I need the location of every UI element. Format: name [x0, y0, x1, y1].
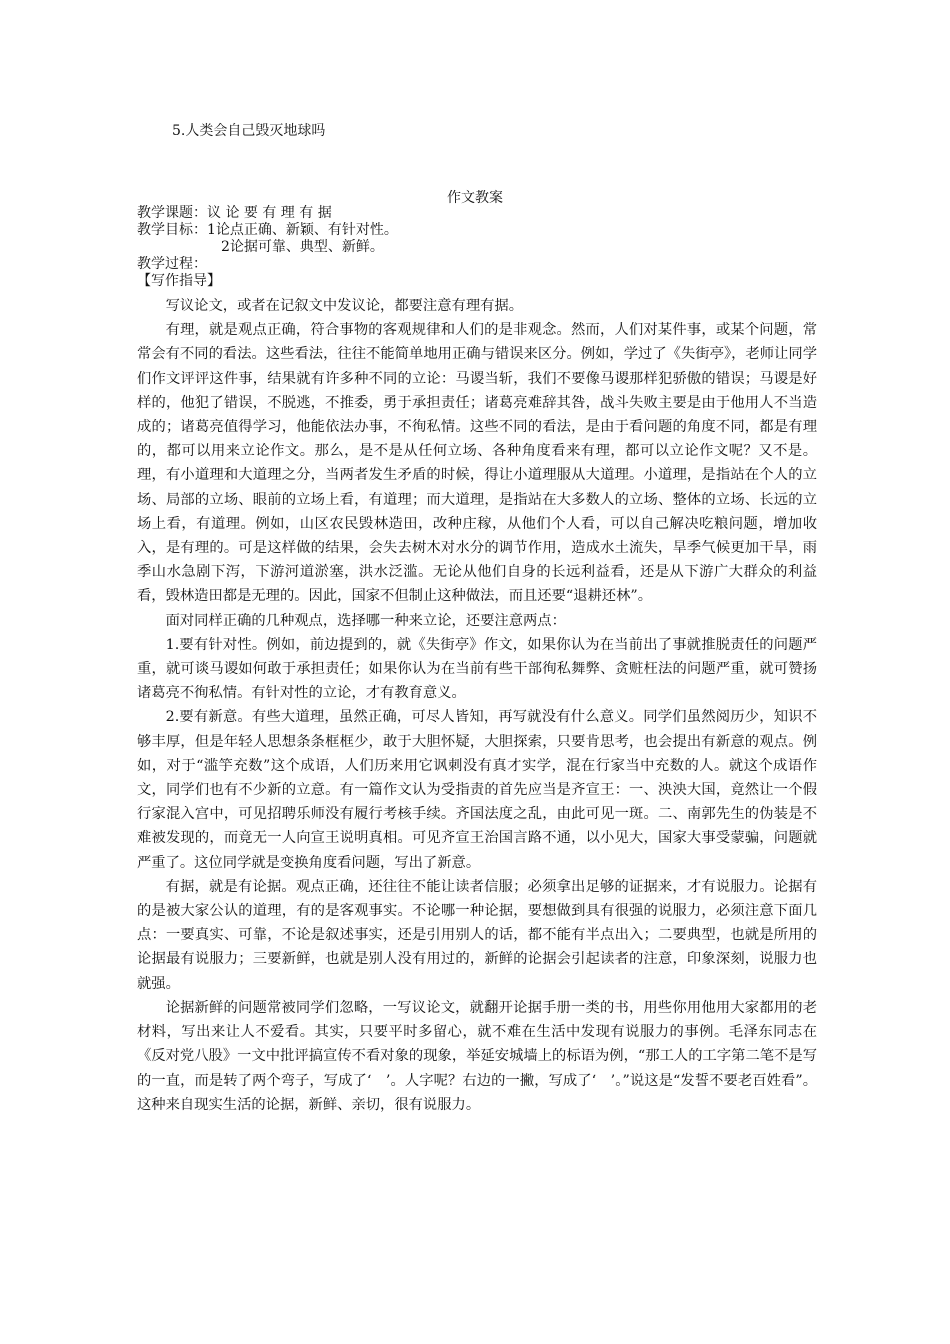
- paragraph: 1.要有针对性。例如，前边提到的，就《失街亭》作文，如果你认为在当前出了事就推脱责任的问题严重，就可谈马谡如何敢于承担责任；如果你认为在当前有些干部徇私舞弊、贪赃枉法的问题严重，就可赞扬诸葛亮不徇私情。有针对性的立论，才有教育意义。: [137, 636, 817, 702]
- paragraph: 论据新鲜的问题常被同学们忽略，一写议论文，就翻开论据手册一类的书，用些你用他用大家都用的老材料，写出来让人不爱看。其实，只要平时多留心，就不难在生活中发现有说服力的事例。毛泽东同志在《反对党八股》一文中批评搞宣传不看对象的现象，举延安城墙上的标语为例，“那工人的工字第二笔不是写的一直，而是转了两个弯子，写成了‘ ’。人字呢？右边的一撇，写成了‘ ’。”说这是“发誓不要老百姓看”。这种来自现实生活的论据，新鲜、亲切，很有说服力。: [137, 999, 817, 1113]
- goal-row: [137, 222, 398, 239]
- process-label: 教学过程：: [137, 256, 207, 272]
- goal-item-2: 2论据可靠、典型、新鲜。: [221, 239, 384, 255]
- paragraph: 有据，就是有论据。观点正确，还往往不能让读者信服；必须拿出足够的证据来，才有说服力。论据有的是被大家公认的道理，有的是客观事实。不论哪一种论据，要想做到具有很强的说服力，必须注意下面几点：一要真实、可靠，不论是叙述事实，还是引用别人的话，都不能有半点出入；二要典型，也就是所用的论据最有说服力；三要新鲜，也就是别人没有用过的，新鲜的论据会引起读者的注意，印象深刻，说服力也就强。: [137, 878, 817, 992]
- paragraph: 2.要有新意。有些大道理，虽然正确，可尽人皆知，再写就没有什么意义。同学们虽然阅历少，知识不够丰厚，但是年轻人思想条条框框少，敢于大胆怀疑，大胆探索，只要肯思考，也会提出有新意的观点。例如，对于“滥竽充数”这个成语，人们历来用它讽刺没有真才实学，混在行家当中充数的人。就这个成语作文，同学们也有不少新的立意。有一篇作文认为受指责的首先应当是齐宣王：一、泱泱大国，竟然让一个假行家混入宫中，可见招聘乐师没有履行考核手续。齐国法度之乱，由此可见一斑。二、南郭先生的伪装是不难被发现的，而竟无一人向宣王说明真相。可见齐宣王治国言路不通，以小见大，国家大事受蒙骗，问题就严重了。这位同学就是变换角度看问题，写出了新意。: [137, 709, 817, 871]
- paragraph: 有理，就是观点正确，符合事物的客观规律和人们的是非观念。然而，人们对某件事，或某个问题，常常会有不同的看法。这些看法，往往不能简单地用正确与错误来区分。例如，学过了《失街亭》，老师让同学们作文评评这件事，结果就有许多种不同的立论：马谡当斩，我们不要像马谡那样犯骄傲的错误；马谡是好样的，他犯了错误，不脱逃，不推委，勇于承担责任；诸葛亮难辞其咎，战斗失败主要是由于他用人不当造成的；诸葛亮值得学习，他能依法办事，不徇私情。这些不同的看法，是由于看问题的角度不同，都是有理的，都可以用来立论作文。那么，是不是从任何立场、各种角度看来有理，都可以立论作文呢？又不是。理，有小道理和大道理之分，当两者发生矛盾的时候，得让小道理服从大道理。小道理，是指站在个人的立场、局部的立场、眼前的立场上看，有道理；而大道理，是指站在大多数人的立场、整体的立场、长远的立场上看，有道理。例如，山区农民毁林造田，改种庄稼，从他们个人看，可以自己解决吃粮问题，增加收入，是有理的。可是这样做的结果，会失去树木对水分的调节作用，造成水土流失，旱季气候更加干旱，雨季山水急剧下泻，下游河道淤塞，洪水泛滥。无论从他们自身的长远利益看，还是从下游广大群众的利益看，毁林造田都是无理的。因此，国家不但制止这种做法，而且还要“退耕还林”。: [137, 322, 817, 605]
- goal-label: 教学目标：: [137, 222, 207, 238]
- lesson-header: [137, 205, 398, 290]
- goal-item-1: 1论点正确、新颖、有针对性。: [207, 222, 398, 238]
- previous-list-item: 5.人类会自己毁灭地球吗: [172, 123, 326, 139]
- section-heading: 【写作指导】: [137, 273, 221, 289]
- topic-label: 教学课题：: [137, 205, 207, 221]
- document-title: 作文教案: [447, 190, 503, 206]
- topic-value: 议 论 要 有 理 有 据: [207, 205, 332, 221]
- goal-row-2: [137, 239, 398, 256]
- body-text: [137, 294, 817, 1117]
- paragraph: 面对同样正确的几种观点，选择哪一种来立论，还要注意两点：: [165, 612, 566, 629]
- topic-row: [137, 205, 398, 222]
- paragraph: 写议论文，或者在记叙文中发议论，都要注意有理有据。: [165, 298, 524, 314]
- process-row: [137, 256, 398, 273]
